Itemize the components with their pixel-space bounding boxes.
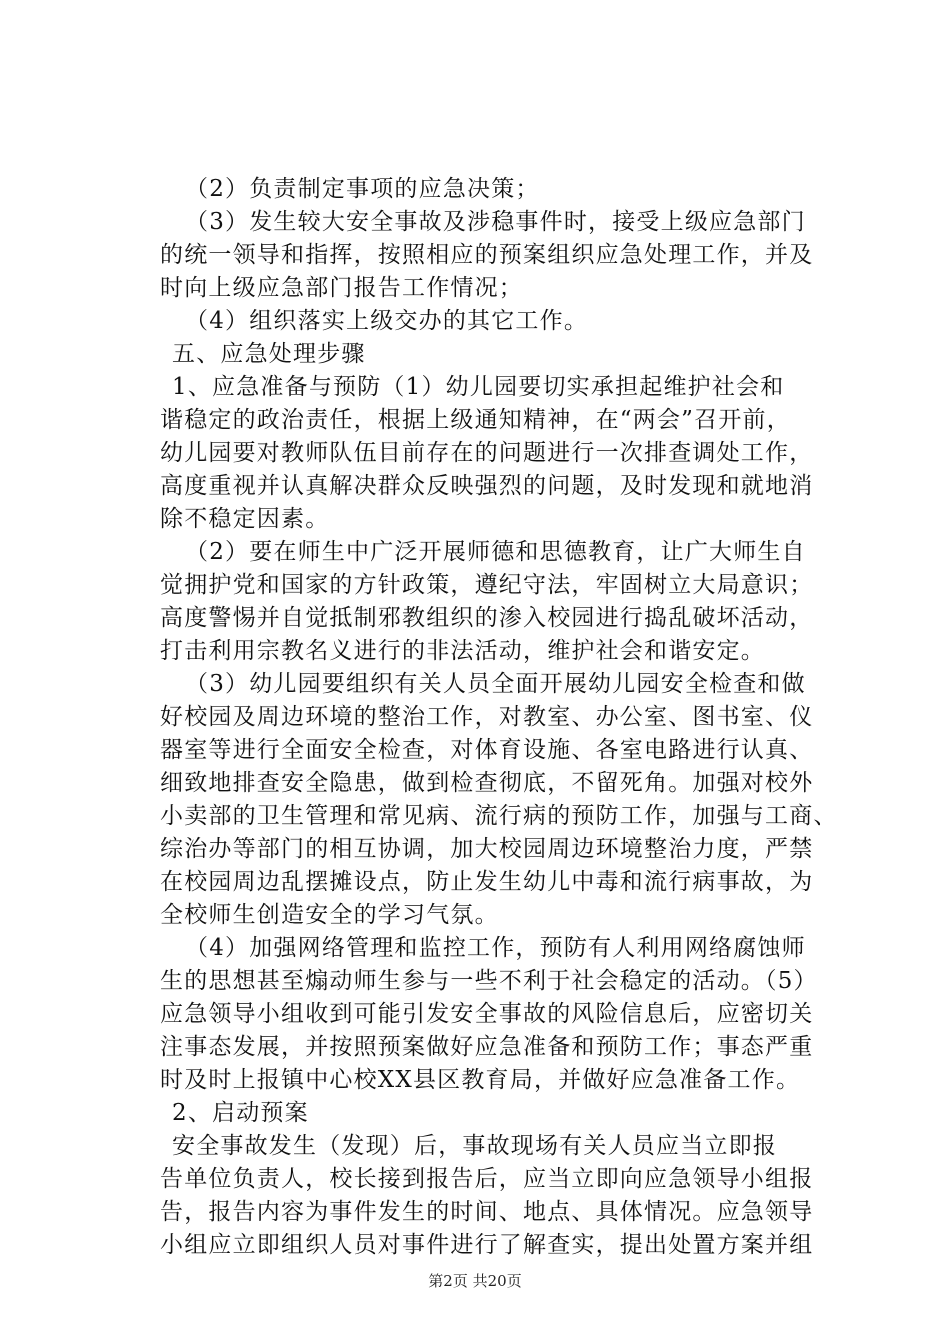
text-line: 除不稳定因素。 (160, 506, 330, 532)
text-line: 注事态发展，并按照预案做好应急准备和预防工作；事态严重 (160, 1034, 814, 1060)
section-heading: 五、应急处理步骤 (172, 341, 366, 367)
text-line: 器室等进行全面安全检查，对体育设施、各室电路进行认真、 (160, 737, 814, 763)
text-line: 应急领导小组收到可能引发安全事故的风险信息后，应密切关 (160, 1001, 814, 1027)
text-line: （3）幼儿园要组织有关人员全面开展幼儿园安全检查和做 (185, 671, 806, 697)
text-line: 综治办等部门的相互协调，加大校园周边环境整治力度，严禁 (160, 836, 814, 862)
text-line: （2）负责制定事项的应急决策； (185, 176, 540, 202)
text-line: 1、应急准备与预防（1）幼儿园要切实承担起维护社会和 (172, 374, 785, 400)
text-line: 时及时上报镇中心校XX县区教育局，并做好应急准备工作。 (160, 1067, 801, 1093)
text-line: 在校园周边乱摆摊设点，防止发生幼儿中毒和流行病事故，为 (160, 869, 814, 895)
text-line: 时向上级应急部门报告工作情况； (160, 275, 523, 301)
text-line: 生的思想甚至煽动师生参与一些不利于社会稳定的活动。（5） (160, 968, 818, 994)
text-line: 全校师生创造安全的学习气氛。 (160, 902, 499, 928)
text-line: 打击利用宗教名义进行的非法活动，维护社会和谐安定。 (160, 638, 765, 664)
text-line: 告单位负责人，校长接到报告后，应当立即向应急领导小组报 (160, 1166, 814, 1192)
text-line: 好校园及周边环境的整治工作，对教室、办公室、图书室、仪 (160, 704, 814, 730)
text-line: （4）组织落实上级交办的其它工作。 (185, 308, 589, 334)
text-line: 觉拥护党和国家的方针政策，遵纪守法，牢固树立大局意识； (160, 572, 814, 598)
text-line: 安全事故发生（发现）后，事故现场有关人员应当立即报 (172, 1133, 777, 1159)
text-line: 小卖部的卫生管理和常见病、流行病的预防工作，加强与工商、 (160, 803, 838, 829)
text-line: 的统一领导和指挥，按照相应的预案组织应急处理工作，并及 (160, 242, 814, 268)
section-heading: 2、启动预案 (172, 1100, 309, 1126)
text-line: 高度警惕并自觉抵制邪教组织的渗入校园进行捣乱破坏活动， (160, 605, 814, 631)
text-line: （3）发生较大安全事故及涉稳事件时，接受上级应急部门 (185, 209, 806, 235)
text-line: 告，报告内容为事件发生的时间、地点、具体情况。应急领导 (160, 1199, 814, 1225)
text-line: 高度重视并认真解决群众反映强烈的问题，及时发现和就地消 (160, 473, 814, 499)
text-line: 细致地排查安全隐患，做到检查彻底，不留死角。加强对校外 (160, 770, 814, 796)
text-line: （2）要在师生中广泛开展师德和思德教育，让广大师生自 (185, 539, 806, 565)
text-line: 谐稳定的政治责任，根据上级通知精神，在“两会”召开前， (160, 407, 791, 433)
text-line: 幼儿园要对教师队伍目前存在的问题进行一次排查调处工作， (160, 440, 814, 466)
text-line: （4）加强网络管理和监控工作，预防有人利用网络腐蚀师 (185, 935, 806, 961)
page-number-footer: 第2页 共20页 (428, 1272, 522, 1290)
text-line: 小组应立即组织人员对事件进行了解查实，提出处置方案并组 (160, 1232, 814, 1258)
